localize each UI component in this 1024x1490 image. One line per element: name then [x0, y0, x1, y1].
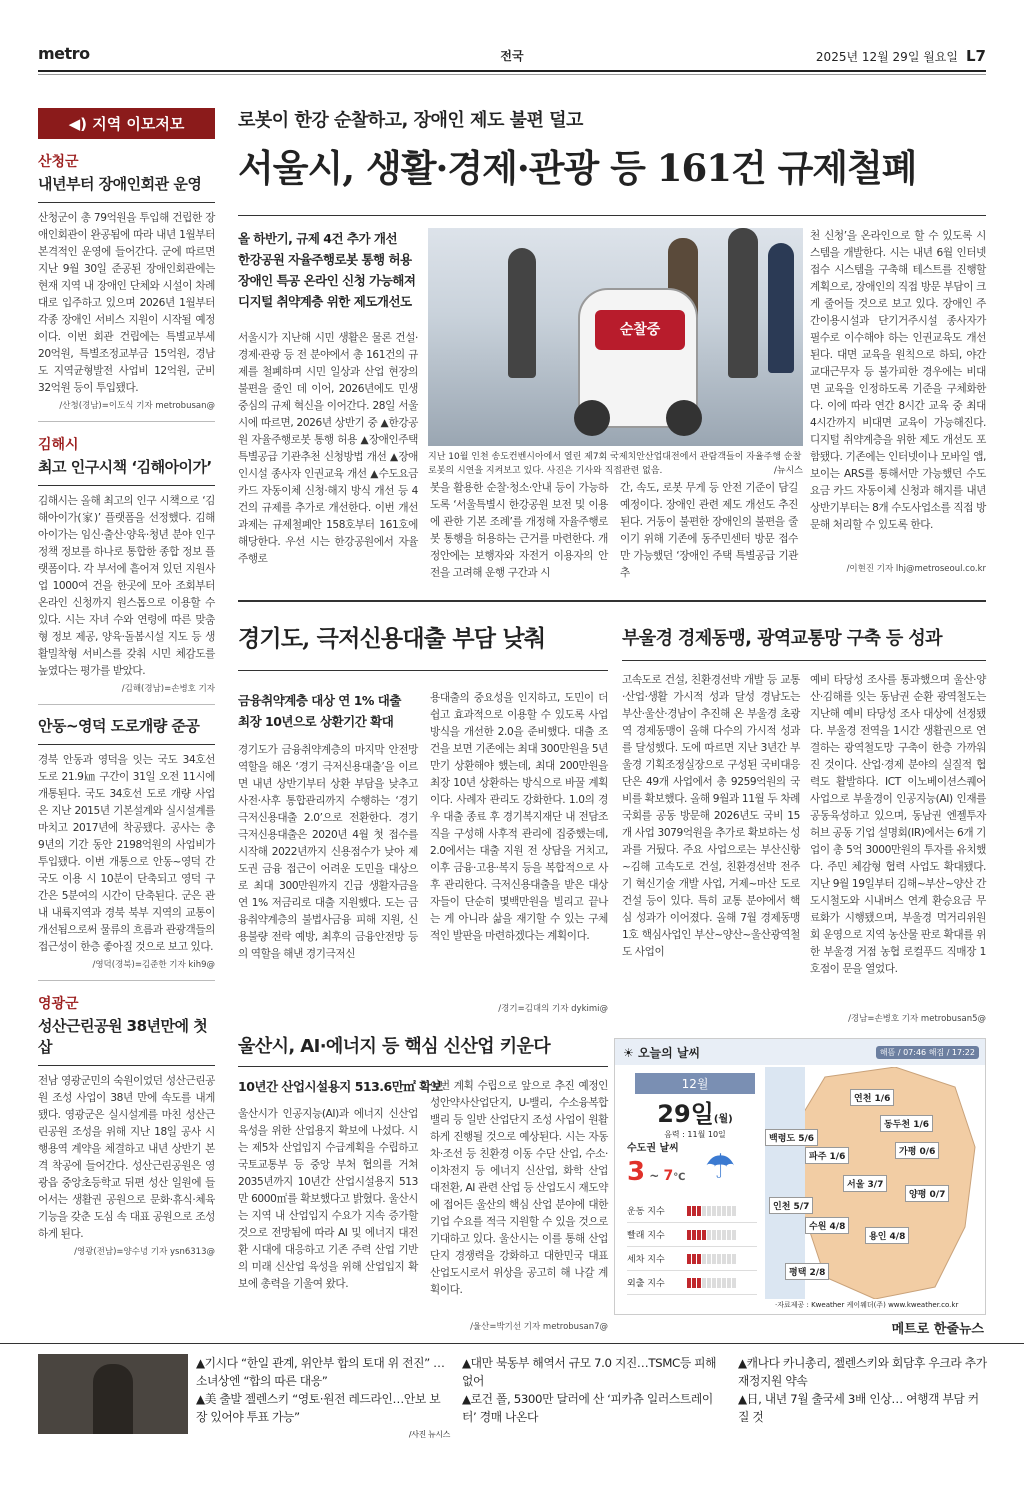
regional-sidebar: [38, 108, 215, 1257]
index-bar-segment: [687, 1254, 691, 1264]
region-label: 산청군: [38, 154, 79, 170]
bug-body-col2: 예비 타당성 조사를 통과했으며 울산·양산·김해를 잇는 동남권 순환 광역철도는 지난해 예비 타당성 조사 대상에 선정됐다. 부울경 전역을 1시간 생활권으로 연결하는 광역철도망 구축이 한층 가까워진 것이다. 산업·경제 분야의 실질적 협력도 활발하다. ICT 이노베이션스퀘어 사업으로 부울경이 인공지능(AI) 인재를 공동육성하고 있으며, 동남권 엔젤투자 허브 공동 기업 설명회(IR)에서는 6개 기업이 총 5억 3000만원의 투자를 유치했다. 주민 체감형 협력 사업도 확대됐다. 지난 9월 19일부터 김해~부산~양산 간 도시철도와 시내버스 연계 환승요금 무료화가 시행됐으며, 부울경 먹거리위원회 운영으로 지역 농산물 판로 확대를 위한 부울경 거점 농협 로컬푸드 직매장 1호점이 문을 열었다.: [810, 674, 986, 975]
divider: [238, 1066, 608, 1067]
divider: [238, 670, 608, 671]
high-temp: 7: [663, 1168, 674, 1184]
byline: /경기=김대의 기자 dykimi@: [498, 1004, 608, 1014]
side-article-sancheong: [38, 151, 215, 411]
index-bar-segment: [712, 1230, 716, 1240]
index-bar-segment: [712, 1278, 716, 1288]
weather-date: [635, 1073, 755, 1140]
city-temp: 인천 5/7: [769, 1197, 813, 1214]
news-item[interactable]: ▲美 출발 젤렌스키 “영토·원전 레드라인…안보 보장 있어야 투표 가능”: [196, 1392, 441, 1424]
patrol-robot: [578, 288, 698, 428]
index-bar-segment: [717, 1278, 721, 1288]
index-bar-segment: [727, 1230, 731, 1240]
bug-headline: 부울경 경제동맹, 광역교통망 구축 등 성과: [622, 628, 942, 649]
weekday: (월): [713, 1114, 733, 1125]
month: 12월: [635, 1073, 755, 1094]
subhead: 한강공원 자율주행로봇 통행 허용: [238, 252, 412, 267]
byline: /영덕(경북)=김준한 기자 kih9@: [92, 960, 215, 970]
index-bar-segment: [707, 1254, 711, 1264]
subhead: 장애인 특공 온라인 신청 가능해져: [238, 273, 416, 288]
index-label: 세차 지수: [627, 1255, 665, 1265]
ulsan-body-col1: 울산시가 인공지능(AI)과 에너지 신산업 육성을 위한 산업용지 확보에 나섰다. 시는 제5차 산업입지 수급계획을 수립하고 국토교통부 등 중앙 부처 협의를 거쳐 2035년까지 10년간 산업시설용지 513만 6000㎡를 확보했다고 밝혔다. 울산시는 지역 내 산업입지 수요가 지속 증가할 것으로 전망됨에 따라 AI 및 에너지 대전환 시대에 대응하고 기존 주력 산업 기반의 미래 신산업 육성을 위해 산업입지 확보에 총력을 기울여 왔다.: [238, 1108, 418, 1290]
gg-body-col1: 경기도가 금융취약계층의 마지막 안전망 역할을 해온 ‘경기 극저신용대출’을 이르면 내년 상반기부터 상환 부담을 낮추고 사전·사후 통합관리까지 수행하는 ‘경기 극저신용대출 2.0’으로 전환한다. 경기 극저신용대출은 2020년 4월 첫 접수를 시작해 2022년까지 신용점수가 낮아 제도권 금융 접근이 어려운 도민을 대상으로 최대 300만원까지 긴급 생활자금을 연 1% 저금리로 대출 지원했다. 도는 금융취약계층의 불법사금융 피해 지원, 신용불량 전락 예방, 최후의 금융안전망 등의 역할을 해낸 경기극저신: [238, 744, 418, 960]
news-photo: [38, 1354, 188, 1434]
subhead: 금융취약계층 대상 연 1% 대출: [238, 693, 401, 708]
ulsan-subhead: 10년간 산업시설용지 513.6만㎡ 확보: [238, 1079, 443, 1094]
temp-range: 3 ~ 7℃: [627, 1157, 686, 1187]
gg-headline: 경기도, 극저신용대출 부담 낮춰: [238, 625, 546, 652]
index-bar-segment: [732, 1206, 736, 1216]
article-body: 김해시는 올해 최고의 인구 시책으로 ‘김해아이가(家)’ 플랫폼을 선정했다. 김해아이가는 임신·출산·양육·청년 분야 인구 정책 정보를 하나로 통합한 종합 정보 플랫폼이다. 각 부서에 흩어져 있던 지원사업 1000여 건을 한곳에 모아 조회부터 온라인 신청까지 원스톱으로 이용할 수 있다. 시는 자녀 수와 연령에 따른 맞춤형 정보 제공, 양육·돌봄시설 지도 등 생활밀착형 서비스를 갖춰 시민 체감도를 높였다는 평가를 받았다.: [38, 495, 215, 677]
index-bar-segment: [707, 1206, 711, 1216]
article-body: 전남 영광군민의 숙원이었던 성산근린공원 조성 사업이 38년 만에 속도를 내게 됐다. 영광군은 실시설계를 마친 성산근린공원 조성을 위해 지난 18일 공사 시행용역 계약을 체결하고 내년 상반기 본격 착공에 들어간다. 성산근린공원은 영광읍 중앙초등학교 뒤편 성산 일원에 들어서는 생활권 공원으로 문화·휴식·체육 기능을 갖춘 도심 속 대표 공원으로 조성하게 된다.: [38, 1075, 215, 1240]
index-bar-segment: [732, 1254, 736, 1264]
news-brand: 메트로 한줄뉴스: [891, 1322, 984, 1337]
city-temp: 연천 1/6: [850, 1089, 894, 1106]
article-title: 안동~영덕 도로개량 준공: [38, 717, 200, 735]
index-bar-segment: [722, 1254, 726, 1264]
city-temp: 파주 1/6: [805, 1147, 849, 1164]
index-bar-segment: [717, 1230, 721, 1240]
robot-photo: [428, 228, 803, 446]
byline: /산청(경남)=이도식 기자 metrobusan@: [59, 401, 215, 411]
index-bar-segment: [707, 1278, 711, 1288]
lead-body-col4: 천 신청’을 온라인으로 할 수 있도록 시스템을 개발한다. 시는 내년 6월 인터넷 접수 시스템을 구축해 테스트를 진행할 계획으로, 장애인의 직접 방문 부담이 크게 줄어들 것으로 보고 있다. 장애인 주간이용시설과 단기거주시설 종사자가 필수로 이수해야 하는 인권교육도 개선된다. 대면 교육을 원칙으로 하되, 야간 교대근무자 등 불가피한 경우에는 비대면 교육을 인정하도록 기준을 구체화한다. 이에 따라 연간 8시간 교육 중 최대 4시간까지 비대면 교육이 가능해진다. 디지털 취약계층을 위한 제도 개선도 포함됐다. 기존에는 인터넷이나 모바일 앱, 보이는 ARS를 통해서만 가능했던 수도요금 카드 자동이체 신청과 해지를 내년 상반기부터는 8개 수도사업소를 직접 방문해 처리할 수 있도록 한다.: [810, 230, 986, 531]
metro-logo: metro: [38, 44, 90, 63]
weather-source: ·자료제공 : Kweather 케이웨더(주) www.kweather.co.kr: [775, 1301, 959, 1309]
side-article-gimhae: [38, 434, 215, 694]
index-bar-segment: [717, 1206, 721, 1216]
divider: [38, 1065, 215, 1073]
index-bar-segment: [722, 1230, 726, 1240]
side-article-yeonggwang: [38, 993, 215, 1257]
index-bar-segment: [697, 1278, 701, 1288]
lead-body-col2: 봇을 활용한 순찰·청소·안내 등이 가능하도록 ‘서울특별시 한강공원 보전 및 이용에 관한 기본 조례’를 개정해 자율주행로봇 통행을 허용하는 근거를 마련한다. 개정안에는 보행자와 자전거 이용자의 안전을 고려해 운행 구간과 시: [430, 482, 608, 579]
lead-headline: 서울시, 생활·경제·관광 등 161건 규제철폐: [238, 146, 917, 190]
index-bar-segment: [702, 1230, 706, 1240]
byline: /경남=손병호 기자 metrobusan5@: [848, 1014, 986, 1024]
news-item[interactable]: ▲캐나다 카니총리, 젤렌스키와 회담후 우크라 추가 재정지원 약속: [738, 1356, 987, 1388]
byline: /울산=박기선 기자 metrobusan7@: [470, 1322, 608, 1332]
index-bar-segment: [732, 1278, 736, 1288]
header-rule: [38, 70, 986, 72]
region-label: 김해시: [38, 437, 79, 453]
city-temp: 수원 4/8: [805, 1217, 849, 1234]
weather-index-row: [627, 1247, 757, 1271]
news-item[interactable]: ▲대만 북동부 해역서 규모 7.0 지진…TSMC등 피해 없어: [462, 1356, 717, 1388]
photo-credit: /사진 뉴시스: [408, 1430, 450, 1439]
byline: /이현진 기자 lhj@metroseoul.co.kr: [846, 564, 986, 574]
weather-index-row: [627, 1271, 757, 1295]
photo-caption: 지난 10월 인천 송도컨벤시아에서 열린 제7회 국제치안산업대전에서 관람객들이 자율주행 순찰로봇의 시연을 지켜보고 있다. 사진은 기사와 직접관련 없음. /뉴시스: [428, 452, 803, 476]
index-bar-segment: [727, 1254, 731, 1264]
subhead: 올 하반기, 규제 4건 추가 개선: [238, 231, 398, 246]
article-body: 경북 안동과 영덕을 잇는 국도 34호선 도로 21.9㎞ 구간이 31일 오전 11시에 개통된다. 국도 34호선 도로 개량 사업은 지난 2015년 기본설계와 실시설계를 마치고 2017년에 착공됐다. 공사는 총 9년의 기간 동안 2198억원의 사업비가 투입됐다. 이번 개통으로 안동~영덕 간 국도 이용 시 10분이 단축되고 영덕 구간은 5분여의 시간이 단축된다. 군은 관내 내륙지역과 경북 북부 지역의 교통이 개선됨으로써 물류의 흐름과 관광객들의 접근성이 한층 좋아질 것으로 보고 있다.: [38, 754, 215, 953]
weather-index-row: [627, 1199, 757, 1223]
index-bar-segment: [697, 1254, 701, 1264]
city-temp: 백령도 5/6: [765, 1129, 818, 1146]
article-title: 성산근린공원 38년만에 첫삽: [38, 1017, 208, 1056]
index-label: 외출 지수: [627, 1279, 665, 1289]
news-item[interactable]: ▲기시다 “한일 관계, 위안부 합의 토대 위 전진” …소녀상엔 “합의 따른 대응”: [196, 1356, 445, 1388]
weather-map: [765, 1067, 981, 1299]
news-item[interactable]: ▲로건 폴, 5300만 달러에 산 ‘피카츄 일러스트레이터’ 경매 나온다: [462, 1392, 713, 1424]
section-label: 전국: [500, 49, 524, 63]
region-label: 수도권 날씨: [627, 1143, 679, 1154]
divider: [238, 215, 986, 216]
ulsan-body-col2: 이번 계획 수립으로 앞으로 추진 예정인 성안약사산업단지, U-밸리, 수소융복합밸리 등 일반 산업단지 조성 사업이 원활하게 진행될 것으로 예상된다. 시는 자동차·조선 등 친환경 이동 수단 산업, 수소·이차전지 등 에너지 신산업, 화학 산업 대전환, AI 관련 산업 등 산업도시 재도약에 접어든 울산의 핵심 산업 분야에 대한 기업 수요를 적극 지원할 수 있을 것으로 기대하고 있다. 울산시는 이를 통해 산업단지 경쟁력을 강화하고 대한민국 대표 산업도시로서 위상을 공고히 해 나갈 계획이다.: [430, 1080, 608, 1296]
byline: /영광(전남)=양수녕 기자 ysn6313@: [74, 1247, 215, 1257]
news-col2: [462, 1354, 722, 1426]
sun-times: 해뜸 / 07:46 해짐 / 17:22: [876, 1046, 979, 1059]
index-bar-segment: [722, 1278, 726, 1288]
index-bar-segment: [712, 1254, 716, 1264]
subhead: 최장 10년으로 상환기간 확대: [238, 714, 394, 729]
index-bar-segment: [692, 1206, 696, 1216]
city-temp: 가평 0/6: [895, 1142, 939, 1159]
divider: [622, 660, 986, 661]
index-bar-segment: [722, 1206, 726, 1216]
subhead: 디지털 취약계층 위한 제도개선도: [238, 294, 412, 309]
article-body: 산청군이 총 79억원을 투입해 건립한 장애인회관이 완공됨에 따라 내년 1월부터 본격적인 운영에 들어간다. 군에 따르면 지난 9월 30일 준공된 장애인회관에는 현재 지역 내 장애인 단체와 시설이 차례대로 입주하고 있으며 2026년 1월부터 각종 장애인 서비스 지원이 시작될 예정이다. 이번 회관 건립에는 특별교부세 20억원, 특별조정교부금 15억원, 경남도 지역균형발전 사업비 12억원, 군비 32억원 등이 투입됐다.: [38, 212, 215, 394]
city-temp: 동두천 1/6: [880, 1115, 933, 1132]
gg-subheads: [238, 690, 401, 732]
weather-indices: [627, 1199, 757, 1295]
divider: [38, 202, 215, 210]
low-temp: 3: [627, 1157, 646, 1187]
page-header: [38, 44, 986, 68]
index-bar-segment: [717, 1254, 721, 1264]
divider: [238, 600, 986, 602]
news-col1: [196, 1354, 450, 1444]
index-bar-segment: [687, 1278, 691, 1288]
temp-unit: ℃: [673, 1172, 686, 1183]
city-temp: 용인 4/8: [865, 1227, 909, 1244]
index-bar-segment: [692, 1254, 696, 1264]
umbrella-icon: ☂: [705, 1147, 736, 1187]
lead-body-col3: 간, 속도, 로봇 무게 등 안전 기준이 담길 예정이다. 장애인 관련 제도 개선도 추진된다. 거동이 불편한 장애인의 불편을 줄이기 위해 기존에 동주민센터 방문 접수만 가능했던 ‘장애인 주택 특별공급 기관추: [620, 482, 798, 579]
weather-box: [614, 1038, 986, 1315]
side-article-andong: [38, 715, 215, 970]
index-bar-segment: [687, 1206, 691, 1216]
ulsan-headline: 울산시, AI·에너지 등 핵심 신산업 키운다: [238, 1036, 551, 1057]
index-bar-segment: [702, 1278, 706, 1288]
index-label: 빨래 지수: [627, 1231, 665, 1241]
robot-screen-text: 순찰중: [595, 310, 685, 350]
sidebar-kicker: ◀) 지역 이모저모: [38, 108, 215, 139]
weather-index-row: [627, 1223, 757, 1247]
index-bar-segment: [702, 1206, 706, 1216]
index-bar-segment: [692, 1278, 696, 1288]
news-col3: [738, 1354, 988, 1426]
index-label: 운동 지수: [627, 1207, 665, 1217]
index-bar-segment: [697, 1206, 701, 1216]
divider: [38, 485, 215, 493]
weather-header: ☀ 오늘의 날씨 해뜸 / 07:46 해짐 / 17:22: [615, 1039, 985, 1065]
gg-body-col2: 용대출의 중요성을 인지하고, 도민이 더 쉽고 효과적으로 이용할 수 있도록 사업 방식을 개선한 2.0을 준비했다. 대출 조건을 보면 기존에는 최대 300만원을 5년 만기 상환해야 했는데, 최대 200만원을 최장 10년 상환하는 방식으로 바꿀 계획이다. 사례자 관리도 강화한다. 1.0의 경우 대출 종료 후 경기복지재단 내 전담조직을 구성해 사후적 관리에 집중했는데, 2.0에서는 대출 지원 전 상담을 거치고, 이후 금융·고용·복지 등을 복합적으로 사후 관리한다. 극저신용대출을 받은 대상자들이 단순히 몇백만원을 빌리고 끝나는 게 아니라 삶을 재기할 수 있는 구체적인 발판을 마련하겠다는 계획이다.: [430, 692, 608, 942]
index-bar-segment: [697, 1230, 701, 1240]
article-title: 최고 인구시책 ‘김해아이가’: [38, 458, 212, 476]
lead-kicker: 로봇이 한강 순찰하고, 장애인 제도 불편 덜고: [238, 110, 583, 131]
day: 29일: [657, 1100, 714, 1128]
index-bar-segment: [732, 1230, 736, 1240]
news-item[interactable]: ▲日, 내년 7월 출국세 3배 인상… 여행객 부담 커질 것: [738, 1392, 979, 1424]
index-bar-segment: [727, 1206, 731, 1216]
lead-subheads: [238, 228, 420, 312]
city-temp: 양평 0/7: [905, 1185, 949, 1202]
header-rule-thin: [38, 74, 986, 75]
lead-body-col1: 서울시가 지난해 시민 생활은 물론 건설·경제·관광 등 전 분야에서 총 161건의 규제를 철폐하며 시민 일상과 산업 현장의 불편을 줄인 데 이어, 2026년에도 민생 중심의 규제 혁신을 이어간다. 28일 서울시에 따르면, 2026년 상반기 중 ▲한강공원 자율주행로봇 통행 허용 ▲장애인주택 특별공급 기관추천 신청방법 개선 ▲장애인시설 종사자 인권교육 개선 ▲수도요금 카드 자동이체 신청·해지 방식 개선 등 4건의 규제를 추가로 개선한다. 이번 개선 과제는 규제철폐안 158호부터 161호에 해당한다. 우선 시는 한강공원에서 자율주행로: [238, 332, 418, 565]
index-bar-segment: [712, 1206, 716, 1216]
lunar-date: 음력 : 11월 10일: [664, 1130, 726, 1139]
city-temp: 서울 3/7: [843, 1175, 887, 1192]
index-bar-segment: [692, 1230, 696, 1240]
index-bar-segment: [707, 1230, 711, 1240]
byline: /김해(경남)=손병호 기자: [121, 684, 215, 694]
divider: [0, 1343, 1024, 1344]
city-temp: 평택 2/8: [785, 1263, 829, 1280]
index-bar-segment: [727, 1278, 731, 1288]
divider: [38, 744, 215, 752]
index-bar-segment: [702, 1254, 706, 1264]
article-title: 내년부터 장애인회관 운영: [38, 175, 202, 193]
issue-date: 2025년 12월 29일 월요일 L7: [815, 47, 986, 65]
bug-body-col1: 고속도로 건설, 친환경선박 개발 등 교통·산업·생활 가시적 성과 달성 경남도는 부산·울산·경남이 추진해 온 부울경 초광역 경제동맹이 올해 다수의 가시적 성과를 달성했다. 도에 따르면 지난 3년간 부울경 기획조정실장으로 구성된 국비대응단은 49개 사업에서 총 9259억원의 국비를 확보했다. 올해 9월과 11월 두 차례 국회를 공동 방문해 2026년도 국비 15개 사업 3079억원을 추가로 확보하는 성과를 거뒀다. 주요 사업으로는 부산신항~김해 고속도로 건설, 친환경선박 전주기 혁신기술 개발 사업, 거제~마산 도로 건설 등이 있다. 특히 교통 분야에서 핵심 성과가 이어졌다. 올해 7월 경제동맹 1호 핵심사업인 부산~양산~울산광역철도 사업이: [622, 674, 800, 958]
index-bar-segment: [687, 1230, 691, 1240]
region-label: 영광군: [38, 996, 79, 1012]
